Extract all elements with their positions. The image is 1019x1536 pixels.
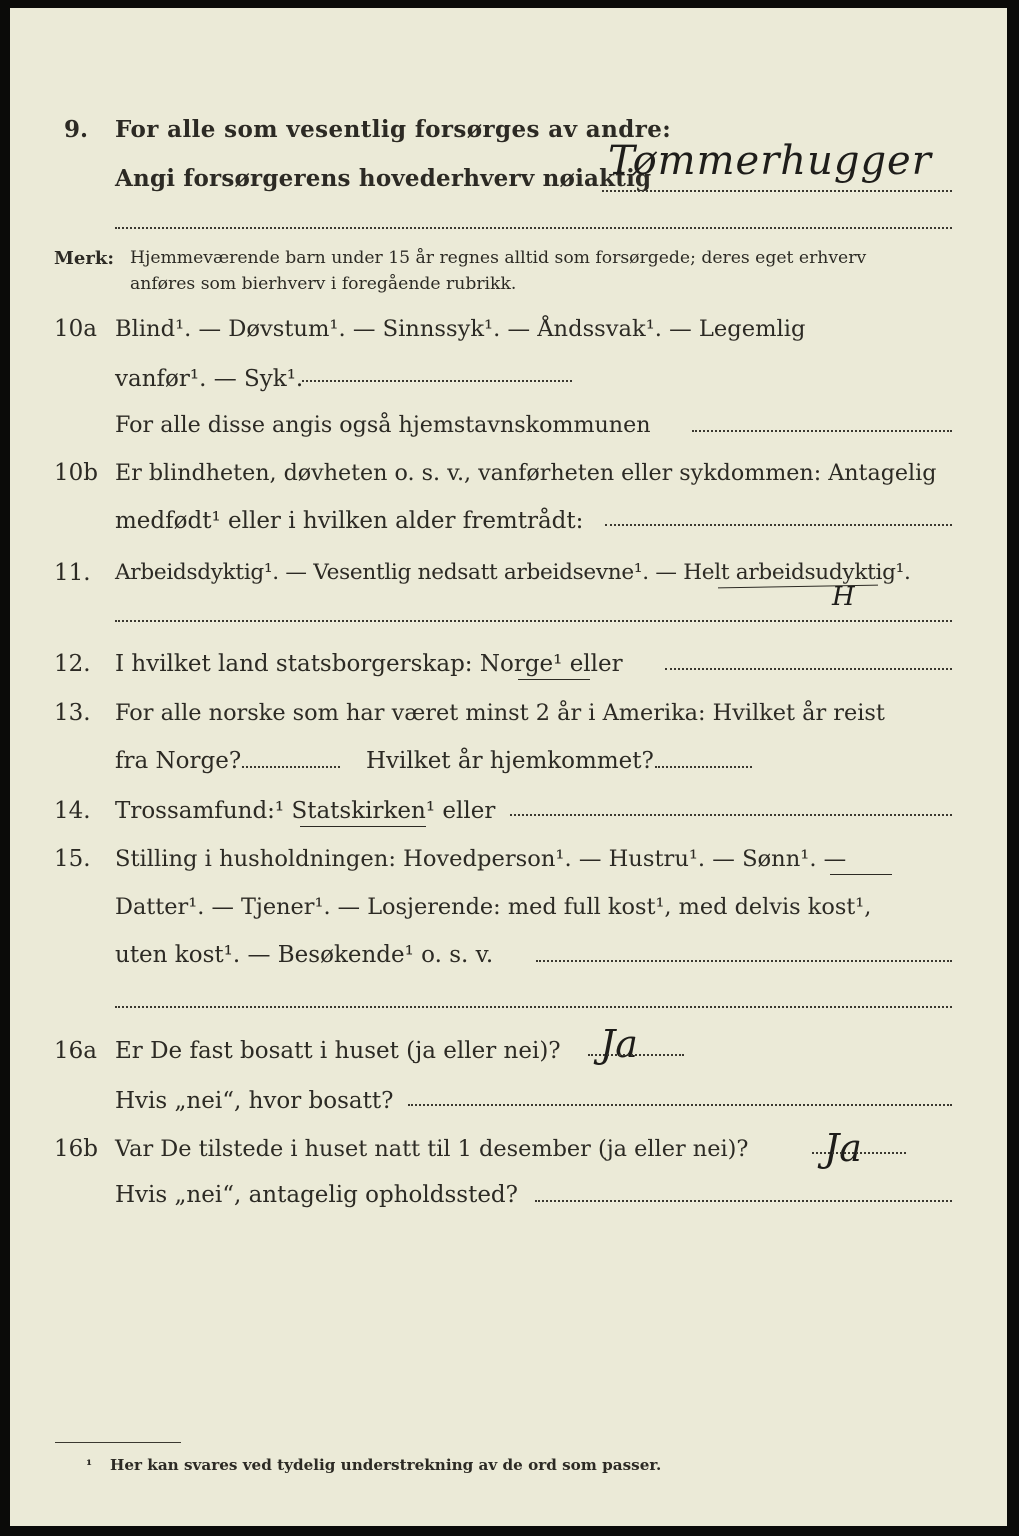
q16a-where-line[interactable] — [408, 1104, 952, 1106]
q15-line1: Stilling i husholdningen: Hovedperson¹. — Hustru¹. — Sønn¹. — — [115, 846, 847, 872]
q9-handwritten-answer: Tømmerhugger — [608, 138, 932, 184]
q15-second-line — [115, 1006, 952, 1008]
q12-answer-line[interactable] — [665, 668, 952, 670]
merk-label: Merk: — [54, 248, 114, 269]
q15-sonn-underline — [830, 874, 892, 875]
q16a-answer-line[interactable] — [588, 1054, 684, 1056]
q13-line2a: fra Norge? — [115, 748, 242, 774]
q10a-sick-line[interactable] — [302, 380, 572, 382]
merk-line1: Hjemmeværende barn under 15 år regnes alltid som forsørgede; deres eget erhverv — [130, 248, 867, 268]
q9-answer-line[interactable] — [602, 190, 952, 192]
q16a-line1: Er De fast bosatt i huset (ja eller nei)? — [115, 1038, 561, 1064]
q11-number: 11. — [54, 560, 91, 586]
q16b-line1: Var De tilstede i huset natt til 1 desember (ja eller nei)? — [115, 1136, 749, 1162]
q15-line3: uten kost¹. — Besøkende¹ o. s. v. — [115, 942, 494, 968]
merk-line2: anføres som bierhverv i foregående rubrikk. — [130, 274, 517, 294]
q16b-number: 16b — [54, 1136, 98, 1162]
q9-second-line — [115, 227, 952, 229]
q14-line1: Trossamfund:¹ Statskirken¹ eller — [115, 798, 496, 824]
q10a-line1: Blind¹. — Døvstum¹. — Sinnssyk¹. — Åndssvak¹. — Legemlig — [115, 316, 806, 342]
q13-line1: For alle norske som har været minst 2 år i Amerika: Hvilket år reist — [115, 700, 885, 726]
q10b-number: 10b — [54, 460, 98, 486]
q10b-line2: medfødt¹ eller i hvilken alder fremtrådt: — [115, 508, 584, 534]
q16b-handwritten-answer: Ja — [824, 1126, 862, 1170]
q16b-answer-line[interactable] — [812, 1152, 906, 1154]
q15-number: 15. — [54, 846, 91, 872]
q13-left-year-line[interactable] — [242, 766, 340, 768]
q16a-number: 16a — [54, 1038, 97, 1064]
footnote-mark: ¹ — [86, 1458, 93, 1474]
footnote-rule — [55, 1442, 181, 1443]
q10a-line3: For alle disse angis også hjemstavnskommunen — [115, 412, 651, 438]
q12-line1: I hvilket land statsborgerskap: Norge¹ eller — [115, 651, 623, 677]
q12-number: 12. — [54, 651, 91, 677]
q16b-place-line[interactable] — [535, 1200, 952, 1202]
q12-norge-underline — [518, 679, 590, 680]
census-form-page — [10, 8, 1007, 1526]
q10a-hometown-line[interactable] — [692, 430, 952, 432]
q9-number: 9. — [64, 116, 89, 143]
q14-answer-line[interactable] — [510, 814, 952, 816]
q14-number: 14. — [54, 798, 91, 824]
q10a-line2: vanfør¹. — Syk¹. — [115, 366, 304, 392]
q10b-line1: Er blindheten, døvheten o. s. v., vanførheten eller sykdommen: Antagelig — [115, 460, 937, 486]
q15-answer-line[interactable] — [536, 960, 952, 962]
q16b-line2: Hvis „nei“, antagelig opholdssted? — [115, 1182, 518, 1208]
q11-handwritten-mark: H — [832, 582, 855, 612]
q11-answer-line[interactable] — [115, 620, 952, 622]
q16a-handwritten-answer: Ja — [600, 1022, 638, 1066]
q10a-number: 10a — [54, 316, 97, 342]
q16a-line2: Hvis „nei“, hvor bosatt? — [115, 1088, 394, 1114]
q15-line2: Datter¹. — Tjener¹. — Losjerende: med full kost¹, med delvis kost¹, — [115, 894, 872, 920]
q13-number: 13. — [54, 700, 91, 726]
q10b-answer-line[interactable] — [605, 524, 952, 526]
q11-line1: Arbeidsdyktig¹. — Vesentlig nedsatt arbeidsevne¹. — Helt arbeidsudyktig¹. — [115, 560, 911, 585]
q9-line2: Angi forsørgerens hovederhverv nøiaktig — [115, 165, 652, 192]
q13-return-year-line[interactable] — [655, 766, 752, 768]
footnote-text: Her kan svares ved tydelig understrekning av de ord som passer. — [110, 1456, 662, 1474]
q13-line2b: Hvilket år hjemkommet? — [366, 748, 654, 774]
q14-statskirken-underline — [300, 826, 426, 827]
q9-line1: For alle som vesentlig forsørges av andre: — [115, 116, 672, 143]
